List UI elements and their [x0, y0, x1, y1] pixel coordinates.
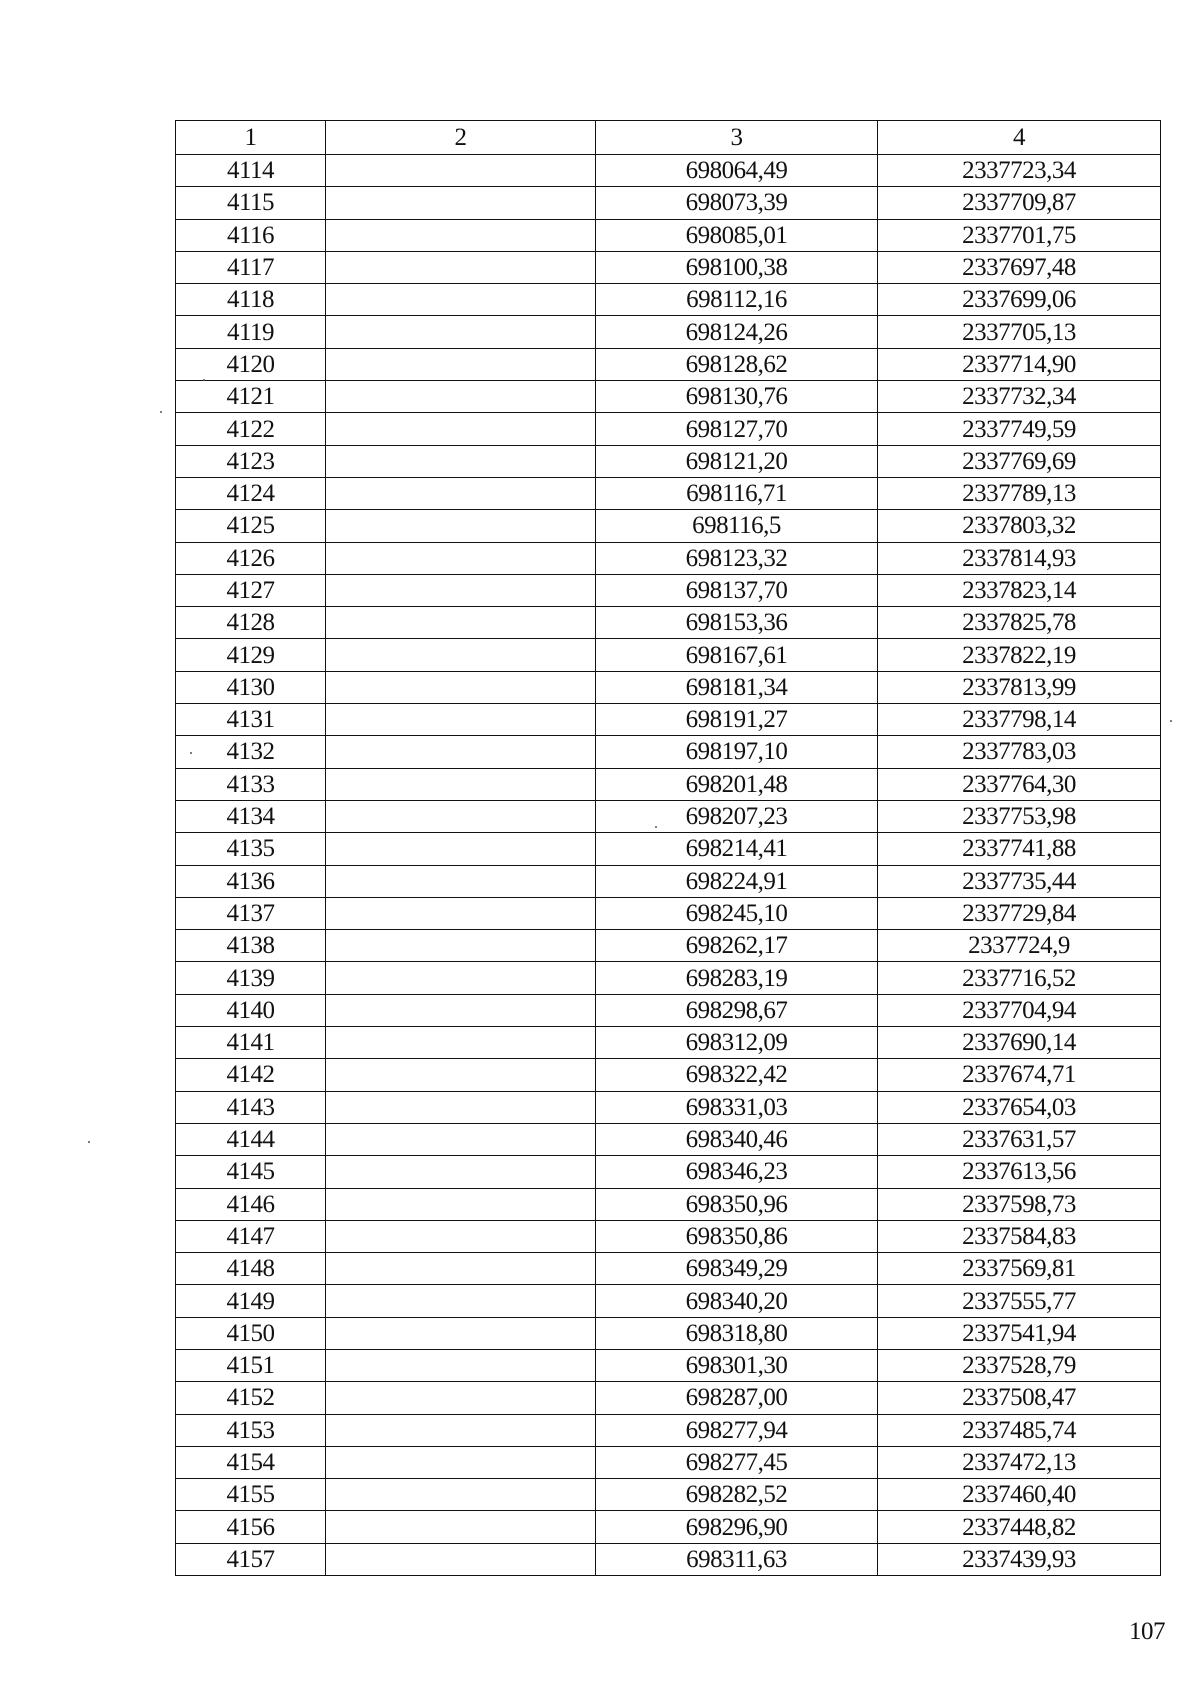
table-cell-col-2	[326, 1317, 596, 1349]
table-row	[176, 800, 1161, 832]
table-cell-col-3: 698201,48	[596, 768, 878, 800]
table-cell-col-1: 4143	[176, 1091, 326, 1123]
header-row	[176, 121, 1161, 155]
table-cell-col-1: 4144	[176, 1123, 326, 1155]
table-cell-col-1: 4120	[176, 348, 326, 380]
table-cell-col-3: 698167,61	[596, 639, 878, 671]
table-cell-col-3: 698224,91	[596, 865, 878, 897]
table-cell-col-3: 698214,41	[596, 833, 878, 865]
table-cell-col-3: 698287,00	[596, 1382, 878, 1414]
table-cell-col-1: 4126	[176, 542, 326, 574]
table-row	[176, 1382, 1161, 1414]
page-number: 107	[1129, 1618, 1165, 1645]
scan-speck	[655, 826, 657, 828]
table-cell-col-1: 4121	[176, 381, 326, 413]
table-row	[176, 1123, 1161, 1155]
table-cell-col-4: 2337803,32	[878, 510, 1161, 542]
table-cell-col-2	[326, 1511, 596, 1543]
table-cell-col-3: 698282,52	[596, 1479, 878, 1511]
table-cell-col-4: 2337783,03	[878, 736, 1161, 768]
table-cell-col-2	[326, 897, 596, 929]
header-cell-4: 4	[878, 121, 1161, 155]
table-cell-col-4: 2337814,93	[878, 542, 1161, 574]
table-cell-col-4: 2337472,13	[878, 1446, 1161, 1478]
table-cell-col-3: 698283,19	[596, 962, 878, 994]
table-cell-col-4: 2337569,81	[878, 1253, 1161, 1285]
coordinates-table	[175, 120, 1161, 1576]
table-cell-col-4: 2337723,34	[878, 155, 1161, 187]
table-row	[176, 574, 1161, 606]
table-row	[176, 1253, 1161, 1285]
table-cell-col-1: 4123	[176, 445, 326, 477]
table-cell-col-2	[326, 348, 596, 380]
table-cell-col-3: 698191,27	[596, 704, 878, 736]
table-cell-col-2	[326, 1027, 596, 1059]
table-row	[176, 1317, 1161, 1349]
table-cell-col-1: 4137	[176, 897, 326, 929]
table-row	[176, 1188, 1161, 1220]
table-cell-col-2	[326, 477, 596, 509]
table-cell-col-2	[326, 1123, 596, 1155]
table-cell-col-3: 698298,67	[596, 994, 878, 1026]
table-cell-col-3: 698301,30	[596, 1349, 878, 1381]
table-cell-col-2	[326, 1285, 596, 1317]
table-cell-col-1: 4119	[176, 316, 326, 348]
scan-speck	[88, 1141, 90, 1143]
table-cell-col-1: 4147	[176, 1220, 326, 1252]
table-cell-col-4: 2337528,79	[878, 1349, 1161, 1381]
table-row	[176, 1479, 1161, 1511]
table-cell-col-3: 698130,76	[596, 381, 878, 413]
table-cell-col-1: 4141	[176, 1027, 326, 1059]
table-row	[176, 348, 1161, 380]
table-row	[176, 897, 1161, 929]
table-cell-col-4: 2337769,69	[878, 445, 1161, 477]
table-cell-col-3: 698123,32	[596, 542, 878, 574]
table-cell-col-3: 698207,23	[596, 800, 878, 832]
table-cell-col-4: 2337701,75	[878, 219, 1161, 251]
table-cell-col-4: 2337584,83	[878, 1220, 1161, 1252]
table-cell-col-3: 698197,10	[596, 736, 878, 768]
table-row	[176, 219, 1161, 251]
table-cell-col-2	[326, 1382, 596, 1414]
table-cell-col-1: 4133	[176, 768, 326, 800]
table-cell-col-4: 2337555,77	[878, 1285, 1161, 1317]
table-cell-col-3: 698112,16	[596, 284, 878, 316]
table-header	[176, 121, 1161, 155]
table-cell-col-4: 2337714,90	[878, 348, 1161, 380]
table-row	[176, 962, 1161, 994]
table-cell-col-3: 698100,38	[596, 251, 878, 283]
table-row	[176, 155, 1161, 187]
table-row	[176, 833, 1161, 865]
table-cell-col-1: 4136	[176, 865, 326, 897]
table-cell-col-1: 4116	[176, 219, 326, 251]
table-row	[176, 1414, 1161, 1446]
table-cell-col-3: 698121,20	[596, 445, 878, 477]
table-cell-col-3: 698116,71	[596, 477, 878, 509]
table-cell-col-3: 698181,34	[596, 671, 878, 703]
table-cell-col-2	[326, 413, 596, 445]
table-cell-col-2	[326, 930, 596, 962]
table-row	[176, 704, 1161, 736]
table-cell-col-4: 2337697,48	[878, 251, 1161, 283]
header-cell-1: 1	[176, 121, 326, 155]
table-cell-col-2	[326, 316, 596, 348]
table-cell-col-4: 2337729,84	[878, 897, 1161, 929]
table-cell-col-1: 4131	[176, 704, 326, 736]
table-cell-col-4: 2337823,14	[878, 574, 1161, 606]
table-row	[176, 607, 1161, 639]
table-cell-col-1: 4114	[176, 155, 326, 187]
table-cell-col-4: 2337690,14	[878, 1027, 1161, 1059]
table-cell-col-1: 4148	[176, 1253, 326, 1285]
table-cell-col-4: 2337613,56	[878, 1156, 1161, 1188]
table-row	[176, 768, 1161, 800]
table-cell-col-2	[326, 510, 596, 542]
table-cell-col-4: 2337674,71	[878, 1059, 1161, 1091]
table-row	[176, 1349, 1161, 1381]
table-cell-col-2	[326, 1059, 596, 1091]
table-cell-col-3: 698350,96	[596, 1188, 878, 1220]
table-cell-col-2	[326, 1349, 596, 1381]
table-cell-col-4: 2337439,93	[878, 1543, 1161, 1575]
table-cell-col-1: 4130	[176, 671, 326, 703]
table-cell-col-1: 4142	[176, 1059, 326, 1091]
table-cell-col-2	[326, 1479, 596, 1511]
table-row	[176, 671, 1161, 703]
table-cell-col-2	[326, 800, 596, 832]
table-cell-col-3: 698137,70	[596, 574, 878, 606]
table-cell-col-3: 698312,09	[596, 1027, 878, 1059]
table-cell-col-3: 698331,03	[596, 1091, 878, 1123]
table-cell-col-4: 2337825,78	[878, 607, 1161, 639]
table-cell-col-4: 2337716,52	[878, 962, 1161, 994]
table-cell-col-1: 4134	[176, 800, 326, 832]
table-cell-col-2	[326, 445, 596, 477]
table-row	[176, 1543, 1161, 1575]
table-cell-col-2	[326, 1188, 596, 1220]
table-row	[176, 1220, 1161, 1252]
table-cell-col-1: 4122	[176, 413, 326, 445]
table-cell-col-3: 698128,62	[596, 348, 878, 380]
table-cell-col-2	[326, 284, 596, 316]
table-cell-col-3: 698340,20	[596, 1285, 878, 1317]
table-cell-col-3: 698277,94	[596, 1414, 878, 1446]
table-cell-col-3: 698245,10	[596, 897, 878, 929]
table-cell-col-3: 698350,86	[596, 1220, 878, 1252]
table-row	[176, 251, 1161, 283]
table-cell-col-2	[326, 155, 596, 187]
table-cell-col-1: 4124	[176, 477, 326, 509]
table-cell-col-1: 4150	[176, 1317, 326, 1349]
table-cell-col-2	[326, 1543, 596, 1575]
table-cell-col-1: 4156	[176, 1511, 326, 1543]
table-cell-col-1: 4118	[176, 284, 326, 316]
table-cell-col-4: 2337749,59	[878, 413, 1161, 445]
table-cell-col-4: 2337798,14	[878, 704, 1161, 736]
table-cell-col-3: 698296,90	[596, 1511, 878, 1543]
table-cell-col-3: 698116,5	[596, 510, 878, 542]
table-cell-col-2	[326, 671, 596, 703]
table-cell-col-2	[326, 704, 596, 736]
table-row	[176, 930, 1161, 962]
table-row	[176, 1285, 1161, 1317]
table-cell-col-4: 2337699,06	[878, 284, 1161, 316]
table-cell-col-2	[326, 251, 596, 283]
table-cell-col-2	[326, 768, 596, 800]
table-cell-col-4: 2337508,47	[878, 1382, 1161, 1414]
table-row	[176, 187, 1161, 219]
table-cell-col-1: 4129	[176, 639, 326, 671]
table-row	[176, 510, 1161, 542]
table-cell-col-1: 4139	[176, 962, 326, 994]
header-cell-3: 3	[596, 121, 878, 155]
table-cell-col-1: 4132	[176, 736, 326, 768]
table-cell-col-1: 4128	[176, 607, 326, 639]
table-cell-col-1: 4152	[176, 1382, 326, 1414]
table-cell-col-1: 4125	[176, 510, 326, 542]
scan-speck	[1170, 720, 1172, 722]
table-cell-col-3: 698340,46	[596, 1123, 878, 1155]
table-cell-col-1: 4145	[176, 1156, 326, 1188]
table-row	[176, 477, 1161, 509]
table-cell-col-3: 698346,23	[596, 1156, 878, 1188]
table-row	[176, 1027, 1161, 1059]
table-cell-col-4: 2337741,88	[878, 833, 1161, 865]
table-row	[176, 639, 1161, 671]
table-cell-col-3: 698262,17	[596, 930, 878, 962]
table-cell-col-2	[326, 1253, 596, 1285]
table-cell-col-2	[326, 607, 596, 639]
table-cell-col-2	[326, 639, 596, 671]
table-cell-col-1: 4154	[176, 1446, 326, 1478]
table-cell-col-1: 4149	[176, 1285, 326, 1317]
table-cell-col-4: 2337541,94	[878, 1317, 1161, 1349]
table-row	[176, 413, 1161, 445]
scan-speck	[190, 752, 192, 754]
table-cell-col-1: 4135	[176, 833, 326, 865]
table-row	[176, 542, 1161, 574]
table-cell-col-4: 2337789,13	[878, 477, 1161, 509]
table-row	[176, 1446, 1161, 1478]
table-cell-col-1: 4155	[176, 1479, 326, 1511]
table-cell-col-3: 698153,36	[596, 607, 878, 639]
table-cell-col-1: 4115	[176, 187, 326, 219]
table-cell-col-3: 698277,45	[596, 1446, 878, 1478]
table-cell-col-1: 4138	[176, 930, 326, 962]
table-cell-col-2	[326, 381, 596, 413]
table-cell-col-2	[326, 1414, 596, 1446]
table-cell-col-4: 2337704,94	[878, 994, 1161, 1026]
table-cell-col-1: 4151	[176, 1349, 326, 1381]
table-cell-col-1: 4117	[176, 251, 326, 283]
table-cell-col-2	[326, 833, 596, 865]
table-cell-col-4: 2337654,03	[878, 1091, 1161, 1123]
scan-speck	[160, 411, 162, 413]
table-cell-col-4: 2337732,34	[878, 381, 1161, 413]
table-row	[176, 284, 1161, 316]
table-cell-col-1: 4140	[176, 994, 326, 1026]
table-cell-col-4: 2337485,74	[878, 1414, 1161, 1446]
scan-speck	[203, 379, 205, 381]
table-cell-col-2	[326, 187, 596, 219]
table-cell-col-1: 4127	[176, 574, 326, 606]
table-cell-col-4: 2337460,40	[878, 1479, 1161, 1511]
table-row	[176, 994, 1161, 1026]
table-cell-col-4: 2337822,19	[878, 639, 1161, 671]
table-cell-col-4: 2337813,99	[878, 671, 1161, 703]
table-row	[176, 381, 1161, 413]
table-cell-col-2	[326, 1220, 596, 1252]
table-cell-col-2	[326, 994, 596, 1026]
table-cell-col-3: 698311,63	[596, 1543, 878, 1575]
table-cell-col-1: 4153	[176, 1414, 326, 1446]
table-cell-col-3: 698322,42	[596, 1059, 878, 1091]
table-cell-col-3: 698073,39	[596, 187, 878, 219]
table-cell-col-1: 4146	[176, 1188, 326, 1220]
table-row	[176, 316, 1161, 348]
table-cell-col-4: 2337705,13	[878, 316, 1161, 348]
table-cell-col-2	[326, 1091, 596, 1123]
table-cell-col-2	[326, 736, 596, 768]
table-cell-col-3: 698085,01	[596, 219, 878, 251]
table-cell-col-4: 2337724,9	[878, 930, 1161, 962]
table-row	[176, 1511, 1161, 1543]
table-cell-col-1: 4157	[176, 1543, 326, 1575]
table-cell-col-3: 698124,26	[596, 316, 878, 348]
table-cell-col-4: 2337764,30	[878, 768, 1161, 800]
table-row	[176, 1091, 1161, 1123]
table-cell-col-4: 2337735,44	[878, 865, 1161, 897]
table-cell-col-2	[326, 219, 596, 251]
table-cell-col-4: 2337598,73	[878, 1188, 1161, 1220]
table-body	[176, 155, 1161, 1576]
table-row	[176, 1156, 1161, 1188]
table-cell-col-3: 698127,70	[596, 413, 878, 445]
table-cell-col-3: 698064,49	[596, 155, 878, 187]
table-cell-col-4: 2337753,98	[878, 800, 1161, 832]
table-cell-col-3: 698318,80	[596, 1317, 878, 1349]
table-row	[176, 1059, 1161, 1091]
table-row	[176, 445, 1161, 477]
table-cell-col-2	[326, 574, 596, 606]
table-row	[176, 865, 1161, 897]
table-cell-col-2	[326, 1156, 596, 1188]
table-cell-col-2	[326, 542, 596, 574]
table-cell-col-2	[326, 962, 596, 994]
table-cell-col-2	[326, 865, 596, 897]
table-cell-col-4: 2337709,87	[878, 187, 1161, 219]
table-cell-col-4: 2337448,82	[878, 1511, 1161, 1543]
table-cell-col-3: 698349,29	[596, 1253, 878, 1285]
table-cell-col-4: 2337631,57	[878, 1123, 1161, 1155]
header-cell-2: 2	[326, 121, 596, 155]
table-cell-col-2	[326, 1446, 596, 1478]
table-row	[176, 736, 1161, 768]
